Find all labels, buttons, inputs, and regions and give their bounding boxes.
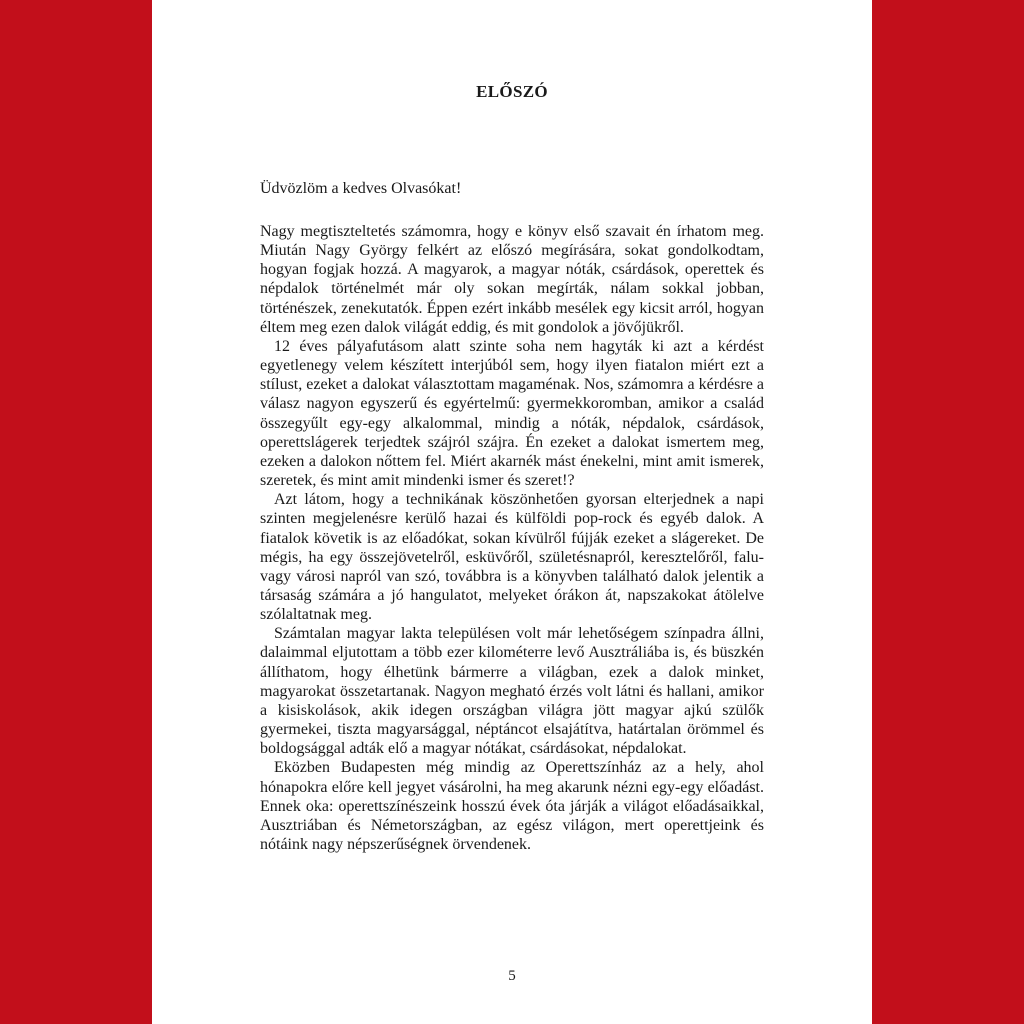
paragraph-4: Számtalan magyar lakta településen volt már lehetőségem színpadra állni, dalaimmal eljutottam a több ezer kilométerre levő Ausztráliába is, és büszkén állíthatom, hogy élhetünk bármerre a világban, ezek a dalok minket, magyarokat összetartanak. Nagyon megható érzés volt látni és hallani, amikor a kisiskolások, akik idegen országban világra jött magyar ajkú szülők gyermekei, tiszta magyarsággal, néptáncot elsajátítva, határtalan örömmel és boldogsággal adták elő a magyar nótákat, csárdásokat, népdalokat. (260, 625, 764, 758)
paragraph-3: Azt látom, hogy a technikának köszönhetően gyorsan elterjednek a napi szinten megjelenésre kerülő hazai és külföldi pop-rock és egyéb dalok. A fiatalok követik is az előadókat, sokan kívülről fújják ezeket a slágereket. De mégis, ha egy összejövetelről, esküvőről, születésnapról, keresztelőről, falu- vagy városi napról van szó, továbbra is a könyvben található dalok jelentik a társaság számára a jó hangulatot, melyeket órákon át, napszakokat átölelve szólaltatnak meg. (260, 491, 764, 624)
greeting-line: Üdvözlöm a kedves Olvasókat! (260, 180, 462, 197)
book-page (152, 0, 872, 1024)
paragraph-2: 12 éves pályafutásom alatt szinte soha nem hagyták ki azt a kérdést egyetlenegy velem készített interjúból sem, hogy ilyen fiatalon miért ezt a stílust, ezeket a dalokat választottam magaménak. Nos, számomra a kérdésre a válasz nagyon egyszerű és egyértelmű: gyermekkoromban, amikor a család összegyűlt egy-egy alkalommal, mindig a nóták, népdalok, csárdások, operettslágerek terjedtek szájról szájra. Én ezeket a dalokat ismertem meg, ezeken a dalokon nőttem fel. Miért akarnék mást énekelni, mint amit ismerek, szeretek, és mint amit mindenki ismer és szeret!? (260, 337, 764, 490)
paragraph-5: Eközben Budapesten még mindig az Operettszínház az a hely, ahol hónapokra előre kell jegyet vásárolni, ha meg akarunk nézni egy-egy előadást. Ennek oka: operettszínészeink hosszú évek óta járják a világot előadásaikkal, Ausztriában és Németországban, az egész világon, mert operettjeink és nótáink nagy népszerűségnek örvendenek. (260, 759, 764, 853)
page-title: ELŐSZÓ (476, 82, 548, 101)
page-number: 5 (508, 968, 516, 984)
right-red-border (872, 0, 1024, 1024)
left-red-border (0, 0, 152, 1024)
body-text (260, 222, 764, 854)
paragraph-1: Nagy megtiszteltetés számomra, hogy e könyv első szavait én írhatom meg. Miután Nagy György felkért az előszó megírására, sokat gondolkodtam, hogyan fogjak hozzá. A magyarok, a magyar nóták, csárdások, operettek és népdalok történelmét már oly sokan megírták, nálam sokkal jobban, történészek, zenekutatók. Éppen ezért inkább mesélek egy kicsit arról, hogyan éltem meg ezen dalok világát eddig, és mit gondolok a jövőjükről. (260, 223, 764, 336)
